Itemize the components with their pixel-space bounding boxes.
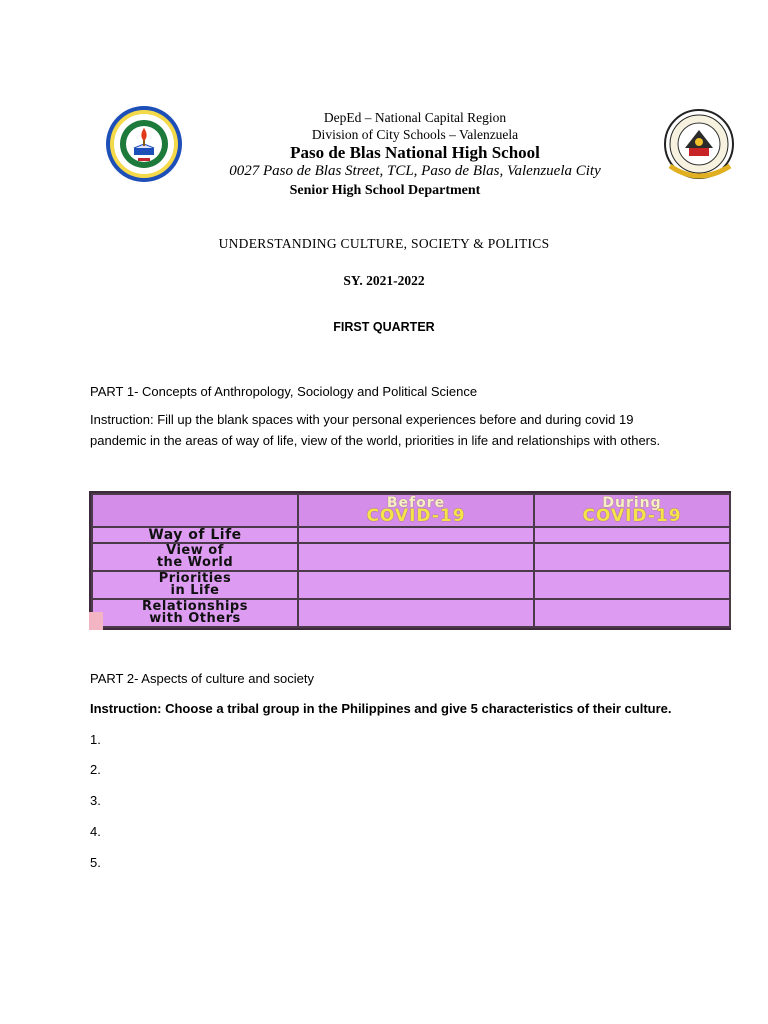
cell-before-relationships[interactable] — [298, 599, 534, 627]
cell-during-view-of-world[interactable] — [534, 543, 730, 571]
department-name: Senior High School Department — [289, 183, 481, 198]
answer-item-1[interactable]: 1. — [90, 732, 101, 747]
part1-title: PART 1- Concepts of Anthropology, Sociology and Political Science — [90, 384, 478, 399]
region-line: DepEd – National Capital Region — [323, 110, 507, 125]
school-logo-left — [104, 104, 184, 184]
cell-before-view-of-world[interactable] — [298, 543, 534, 571]
division-line: Division of City Schools – Valenzuela — [311, 127, 519, 142]
header-during — [534, 494, 730, 527]
answer-item-3[interactable]: 3. — [90, 793, 101, 808]
cell-during-way-of-life[interactable] — [534, 527, 730, 543]
cell-before-way-of-life[interactable] — [298, 527, 534, 543]
header-during-bottom: COVID-19 — [582, 506, 682, 527]
table-header-row — [92, 494, 730, 527]
table-corner-mark — [89, 612, 103, 630]
cell-before-priorities[interactable] — [298, 571, 534, 599]
school-address: 0027 Paso de Blas Street, TCL, Paso de Blas, Valenzuela City — [229, 163, 601, 179]
answer-item-4[interactable]: 4. — [90, 824, 101, 839]
table-row — [92, 571, 730, 599]
row-label-way-of-life: Way of Life — [92, 527, 298, 543]
cell-during-relationships[interactable] — [534, 599, 730, 627]
header-before — [298, 494, 534, 527]
covid-comparison-table — [89, 491, 731, 630]
quarter-title: FIRST QUARTER — [333, 320, 435, 334]
table-row — [92, 527, 730, 543]
table-row — [92, 599, 730, 627]
division-seal-logo — [660, 108, 738, 184]
table-row — [92, 543, 730, 571]
answer-item-5[interactable]: 5. — [90, 855, 101, 870]
row-label-view-of-world: View of the World — [92, 543, 298, 571]
cell-during-priorities[interactable] — [534, 571, 730, 599]
school-name: Paso de Blas National High School — [290, 143, 540, 162]
school-year: SY. 2021-2022 — [343, 273, 425, 288]
subject-title: UNDERSTANDING CULTURE, SOCIETY & POLITICS — [218, 236, 550, 251]
answer-item-2[interactable]: 2. — [90, 762, 101, 777]
part2-title: PART 2- Aspects of culture and society — [90, 671, 315, 686]
header-during-top: During — [602, 494, 662, 511]
header-before-bottom: COVID-19 — [366, 506, 466, 527]
part1-instruction: Instruction: Fill up the blank spaces with your personal experiences before and during covid 19 pandemic in the areas of way of life, view of the world, priorities in life and relationships with others. — [90, 412, 661, 448]
header-before-top: Before — [386, 494, 446, 511]
header-blank-cell — [92, 494, 298, 527]
part2-instruction: Instruction: Choose a tribal group in the Philippines and give 5 characteristics of their culture. — [90, 701, 672, 716]
row-label-relationships: Relationships with Others — [92, 599, 298, 627]
row-label-priorities: Priorities in Life — [92, 571, 298, 599]
